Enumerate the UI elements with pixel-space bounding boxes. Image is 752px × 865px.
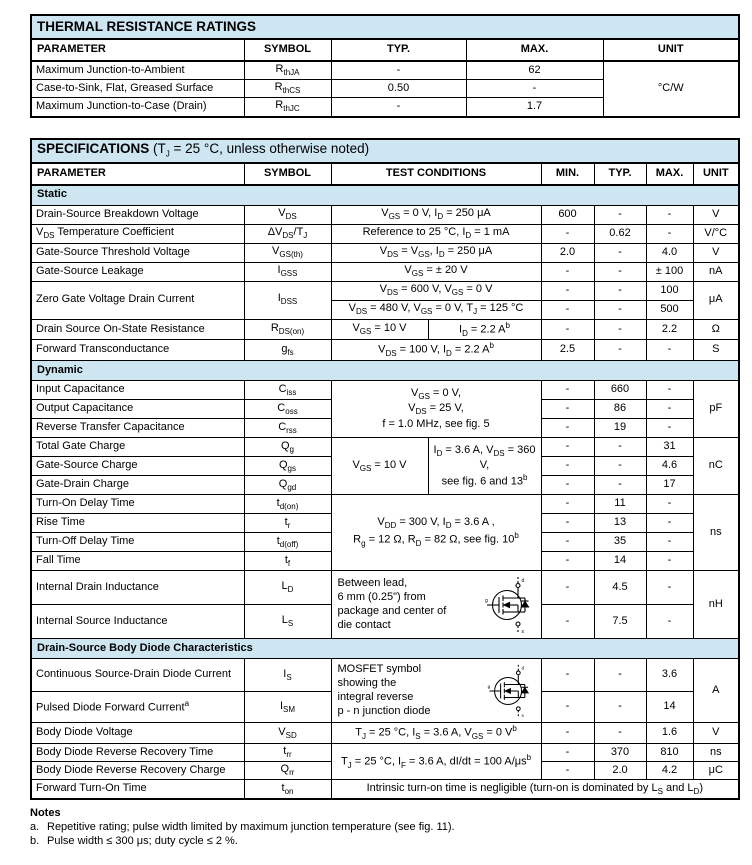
min-cell: - [541,605,594,639]
typ-cell: - [594,243,646,262]
symbol-cell: $I_{GSS}$ [244,262,331,281]
unit-cell: μC [693,762,739,780]
max-cell: - [646,495,693,514]
typ-cell: - [594,340,646,361]
max-cell: - [646,605,693,639]
table-row [31,262,739,281]
min-cell: - [541,659,594,692]
param-cell: Zero Gate Voltage Drain Current [31,281,244,319]
unit-cell: nH [693,571,739,639]
col-header-unit: UNIT [693,163,739,185]
param-cell: Internal Drain Inductance [31,571,244,605]
min-cell: - [541,495,594,514]
typ-cell: - [594,300,646,319]
table-row [31,723,739,744]
symbol-cell: $Q_{rr}$ [244,762,331,780]
symbol-cell: $I_S$ [244,659,331,692]
notes-title: Notes [30,806,61,819]
table-row [31,438,739,457]
symbol-cell: $\Delta V_{DS}/T_J$ [244,224,331,243]
symbol-cell: $g_{fs}$ [244,340,331,361]
unit-cell: V [693,723,739,744]
typ-cell: 14 [594,552,646,571]
cond-cell: $V_{DS} = 600$ V, $V_{GS} = 0$ V [331,281,541,300]
param-cell: Turn-Off Delay Time [31,533,244,552]
specifications-table [30,138,740,800]
table-row [31,15,739,39]
min-cell: - [541,744,594,762]
table-row [31,243,739,262]
min-cell: - [541,419,594,438]
symbol-cell: $V_{DS}$ [244,205,331,224]
param-cell: Fall Time [31,552,244,571]
min-cell: - [541,762,594,780]
typ-cell: 35 [594,533,646,552]
typ-cell: - [594,205,646,224]
symbol-cell: $t_{on}$ [244,780,331,799]
param-cell: $V_{DS}$ Temperature Coefficient [31,224,244,243]
cond-cell: $T_J = 25$ °C, $I_S = 3.6$ A, $V_{GS} = 0$ $V^b$ [331,723,541,744]
min-cell: - [541,262,594,281]
col-header-symbol: SYMBOL [244,39,331,61]
thermal-resistance-table [30,14,740,118]
max-cell: - [646,533,693,552]
unit-cell: °C/W [603,61,739,117]
col-header-symbol: SYMBOL [244,163,331,185]
typ-cell: 0.62 [594,224,646,243]
section-row-static [31,185,739,206]
max-cell: - [646,205,693,224]
symbol-cell: $Q_{gs}$ [244,457,331,476]
section-label: Drain-Source Body Diode Characteristics [31,639,739,659]
cond-cell: $V_{GS} = 0$ V, $V_{DS} = 25$ V, f = 1.0 MHz, see fig. 5 [331,381,541,438]
symbol-cell: $V_{SD}$ [244,723,331,744]
table-row [31,340,739,361]
cond-cell: $I_D = 3.6$ A, $V_{DS} = 360$ V, see fig. 6 and 13$^b$ [428,438,541,495]
note-item [30,821,738,833]
max-cell: 810 [646,744,693,762]
table-row [31,163,739,185]
unit-cell: pF [693,381,739,438]
param-cell: Forward Transconductance [31,340,244,361]
param-cell: Gate-Drain Charge [31,476,244,495]
unit-cell: V [693,205,739,224]
typ-cell: - [594,457,646,476]
typ-cell: 370 [594,744,646,762]
typ-cell: - [594,723,646,744]
param-cell: Internal Source Inductance [31,605,244,639]
unit-cell: μA [693,281,739,319]
col-header-test-conditions: TEST CONDITIONS [331,163,541,185]
table-row [31,39,739,61]
col-header-unit: UNIT [603,39,739,61]
param-cell: Body Diode Reverse Recovery Time [31,744,244,762]
max-cell: 31 [646,438,693,457]
unit-cell: V [693,243,739,262]
symbol-cell: $I_{SM}$ [244,692,331,723]
note-cell: Intrinsic turn-on time is negligible (turn-on is dominated by $L_S$ and $L_D$) [331,780,739,799]
min-cell: - [541,692,594,723]
typ-cell: - [594,438,646,457]
cond-cell: $V_{DD} = 300$ V, $I_D = 3.6$ A , $R_g = 12$ Ω, $R_D = 82$ Ω, see fig. 10$^b$ [331,495,541,571]
min-cell: 2.0 [541,243,594,262]
col-header-min: MIN. [541,163,594,185]
unit-cell: A [693,659,739,723]
param-cell: Gate-Source Leakage [31,262,244,281]
col-header-parameter: PARAMETER [31,163,244,185]
svg-text:d: d [521,665,524,671]
typ-cell: - [594,476,646,495]
cond-cell [331,571,541,639]
max-cell: 500 [646,300,693,319]
min-cell: - [541,723,594,744]
max-cell: - [646,514,693,533]
cond-cell: $V_{DS} = 480$ V, $V_{GS} = 0$ V, $T_J = 125$ °C [331,300,541,319]
max-cell: 4.2 [646,762,693,780]
symbol-cell: $R_{thJC}$ [244,98,331,117]
min-cell: - [541,476,594,495]
param-cell: Turn-On Delay Time [31,495,244,514]
typ-cell: 0.50 [331,80,466,98]
symbol-cell: $L_S$ [244,605,331,639]
typ-cell: 7.5 [594,605,646,639]
svg-text:g: g [487,683,490,689]
min-cell: - [541,571,594,605]
param-cell: Body Diode Voltage [31,723,244,744]
min-cell: - [541,533,594,552]
min-cell: - [541,319,594,340]
min-cell: 2.5 [541,340,594,361]
max-cell: - [646,552,693,571]
symbol-cell: $t_r$ [244,514,331,533]
max-cell: 3.6 [646,659,693,692]
max-cell: - [646,340,693,361]
cond-cell: $V_{GS} = 0$ V, $I_D = 250$ μA [331,205,541,224]
typ-cell: - [331,61,466,80]
svg-text:s: s [521,712,524,718]
unit-cell: ns [693,744,739,762]
typ-cell: 660 [594,381,646,400]
max-cell: 2.2 [646,319,693,340]
cond-cell: $V_{DS} = V_{GS}$, $I_D = 250$ μA [331,243,541,262]
symbol-cell: $Q_g$ [244,438,331,457]
typ-cell: - [594,659,646,692]
symbol-cell: $C_{rss}$ [244,419,331,438]
typ-cell: 13 [594,514,646,533]
max-cell: 100 [646,281,693,300]
cond-cell: $V_{GS} = 10$ V [331,438,428,495]
param-cell: Drain-Source Breakdown Voltage [31,205,244,224]
param-cell: Drain Source On-State Resistance [31,319,244,340]
param-cell: Forward Turn-On Time [31,780,244,799]
note-item [30,835,738,847]
unit-cell: ns [693,495,739,571]
table-row [31,571,739,605]
symbol-cell: $Q_{gd}$ [244,476,331,495]
max-cell: 4.6 [646,457,693,476]
cond-text: Between lead, 6 mm (0.25") from package and center of die contact [337,577,447,631]
table-row [31,744,739,762]
unit-cell: S [693,340,739,361]
section-label: Static [31,185,739,206]
max-cell: 4.0 [646,243,693,262]
section-row-dynamic [31,361,739,381]
param-cell: Pulsed Diode Forward Current$^a$ [31,692,244,723]
typ-cell: - [594,281,646,300]
min-cell: - [541,381,594,400]
section-row-body-diode [31,639,739,659]
table-row [31,224,739,243]
max-cell: - [646,224,693,243]
typ-cell: - [594,319,646,340]
min-cell: - [541,224,594,243]
param-cell: Gate-Source Threshold Voltage [31,243,244,262]
table-row [31,780,739,799]
table-row [31,61,739,80]
symbol-cell: $L_D$ [244,571,331,605]
cond-cell: $V_{DS} = 100$ V, $I_D = 2.2$ $A^b$ [331,340,541,361]
section-label: Dynamic [31,361,739,381]
typ-cell: 19 [594,419,646,438]
param-cell: Output Capacitance [31,400,244,419]
max-cell: 1.7 [466,98,603,117]
min-cell: - [541,552,594,571]
cond-cell: $V_{GS}$ = ± 20 V [331,262,541,281]
typ-cell: 86 [594,400,646,419]
notes-section [30,807,738,847]
svg-text:s: s [521,628,524,634]
param-cell: Continuous Source-Drain Diode Current [31,659,244,692]
svg-text:d: d [521,577,524,584]
param-cell: Maximum Junction-to-Ambient [31,61,244,80]
param-cell: Reverse Transfer Capacitance [31,419,244,438]
col-header-max: MAX. [646,163,693,185]
min-cell: - [541,400,594,419]
param-cell: Input Capacitance [31,381,244,400]
symbol-cell: $R_{thCS}$ [244,80,331,98]
max-cell: - [646,571,693,605]
note-label: b. [30,834,40,847]
typ-cell: 4.5 [594,571,646,605]
col-header-parameter: PARAMETER [31,39,244,61]
cond-cell: Reference to 25 °C, $I_D = 1$ mA [331,224,541,243]
param-cell: Rise Time [31,514,244,533]
table-row [31,495,739,514]
table-row [31,281,739,300]
cond-text: MOSFET symbol showing the integral reverse p - n junction diode [337,663,431,717]
max-cell: - [646,400,693,419]
note-text: Pulse width ≤ 300 μs; duty cycle ≤ 2 %. [47,834,238,847]
min-cell: - [541,300,594,319]
typ-cell: - [594,262,646,281]
max-cell: - [646,381,693,400]
mosfet-symbol-icon [487,664,531,718]
max-cell: 62 [466,61,603,80]
table-gap [30,118,738,138]
min-cell: - [541,438,594,457]
symbol-cell: $C_{iss}$ [244,381,331,400]
param-cell: Body Diode Reverse Recovery Charge [31,762,244,780]
param-cell: Gate-Source Charge [31,457,244,476]
typ-cell: 11 [594,495,646,514]
max-cell: - [466,80,603,98]
cond-cell [331,659,541,723]
max-cell: - [646,419,693,438]
symbol-cell: $t_f$ [244,552,331,571]
max-cell: 1.6 [646,723,693,744]
table-row [31,319,739,340]
typ-cell: 2.0 [594,762,646,780]
col-header-typ: TYP. [594,163,646,185]
unit-cell: Ω [693,319,739,340]
param-cell: Maximum Junction-to-Case (Drain) [31,98,244,117]
symbol-cell: $t_{d(off)}$ [244,533,331,552]
symbol-cell: $V_{GS(th)}$ [244,243,331,262]
mosfet-symbol-icon [485,576,531,634]
unit-cell: nA [693,262,739,281]
symbol-cell: $R_{DS(on)}$ [244,319,331,340]
min-cell: - [541,457,594,476]
cond-cell: $I_D = 2.2$ $A^b$ [428,319,541,340]
col-header-typ: TYP. [331,39,466,61]
max-cell: 14 [646,692,693,723]
max-cell: 17 [646,476,693,495]
typ-cell: - [594,692,646,723]
min-cell: - [541,514,594,533]
note-label: a. [30,820,40,833]
param-cell: Case-to-Sink, Flat, Greased Surface [31,80,244,98]
symbol-cell: $I_{DSS}$ [244,281,331,319]
table-row [31,381,739,400]
table-row [31,139,739,163]
min-cell: 600 [541,205,594,224]
table-row [31,205,739,224]
min-cell: - [541,281,594,300]
max-cell: ± 100 [646,262,693,281]
unit-cell: nC [693,438,739,495]
note-text: Repetitive rating; pulse width limited by maximum junction temperature (see fig. 11). [47,820,455,833]
svg-text:g: g [484,597,488,604]
symbol-cell: $t_{rr}$ [244,744,331,762]
col-header-max: MAX. [466,39,603,61]
param-cell: Total Gate Charge [31,438,244,457]
table-row [31,659,739,692]
symbol-cell: $C_{oss}$ [244,400,331,419]
spec-table-title: SPECIFICATIONS ($T_J = 25$ °C, unless otherwise noted) [31,139,739,163]
symbol-cell: $R_{thJA}$ [244,61,331,80]
unit-cell: V/°C [693,224,739,243]
cond-cell: $V_{GS} = 10$ V [331,319,428,340]
typ-cell: - [331,98,466,117]
thermal-table-title: THERMAL RESISTANCE RATINGS [31,15,739,39]
cond-cell: $T_J = 25$ °C, $I_F = 3.6$ A, dI/dt = 100 $A/\mu s^b$ [331,744,541,780]
symbol-cell: $t_{d(on)}$ [244,495,331,514]
